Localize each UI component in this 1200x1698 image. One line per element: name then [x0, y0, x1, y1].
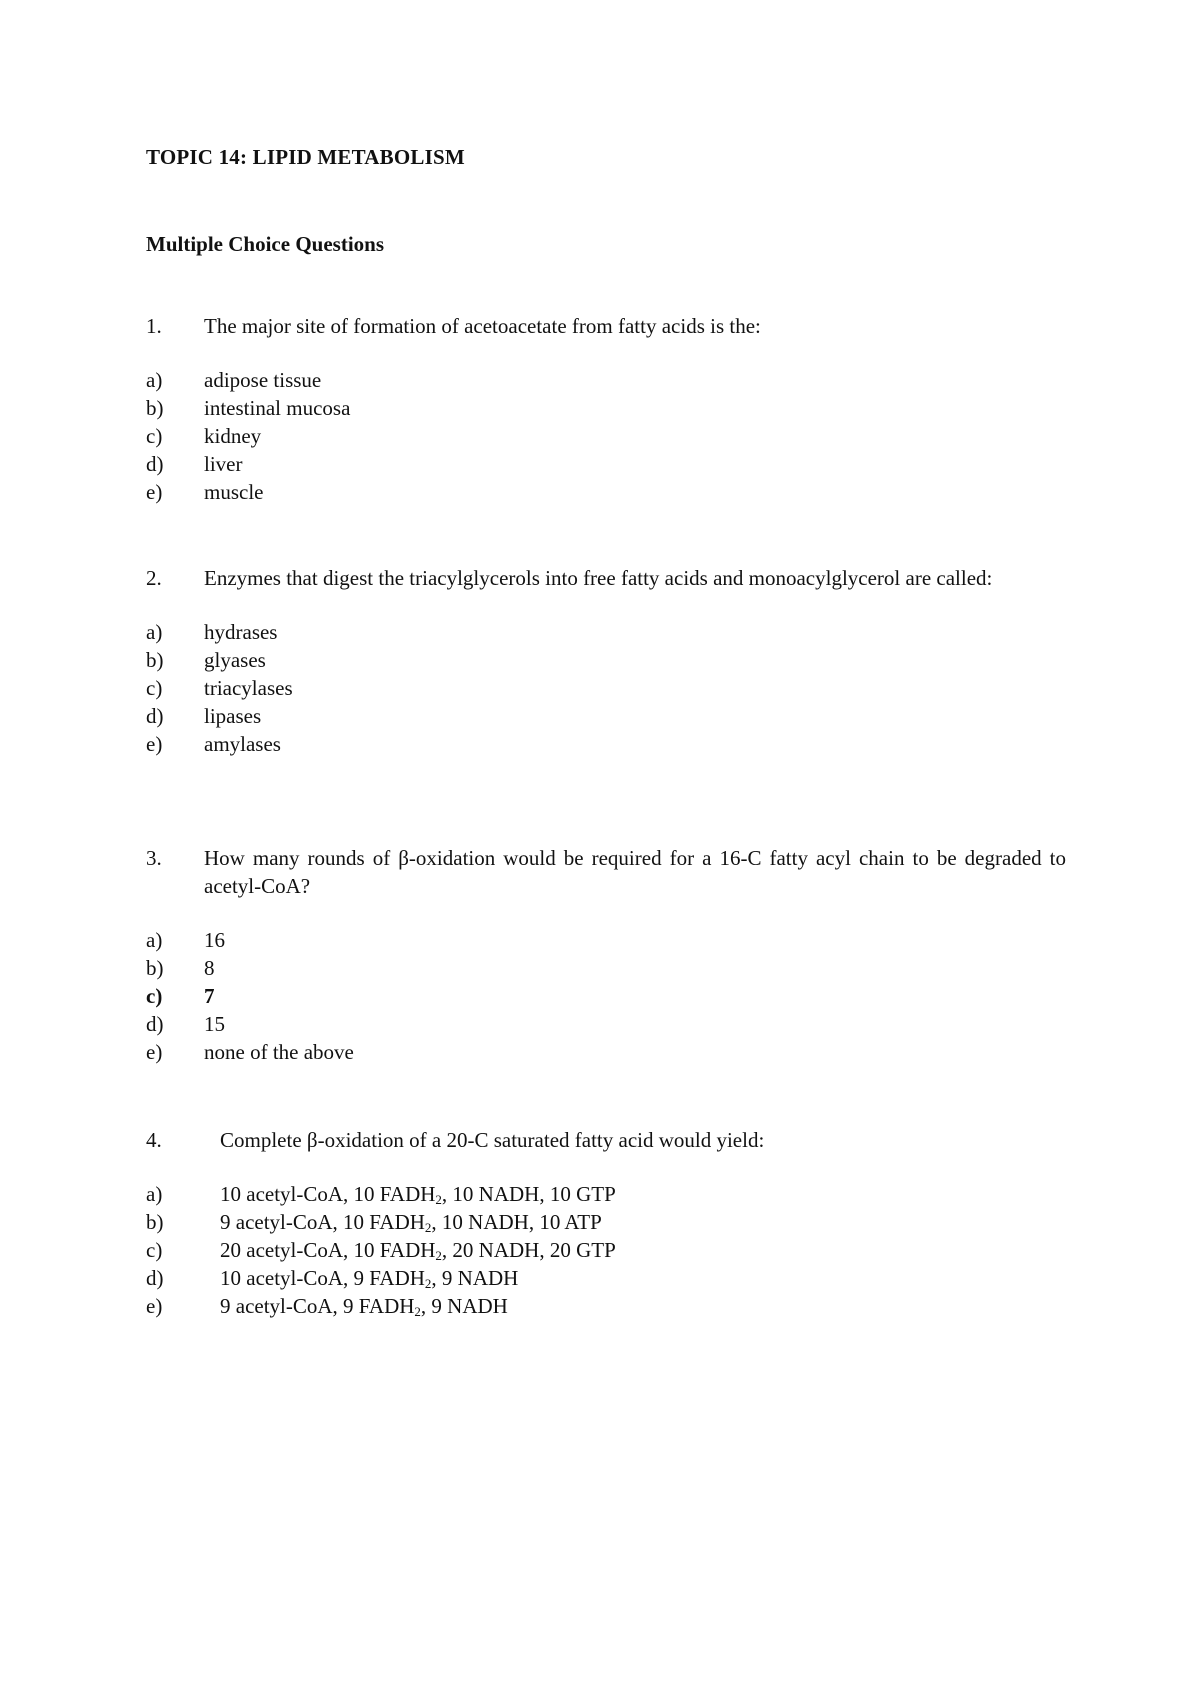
option-letter: e): [146, 480, 163, 504]
option-text: muscle: [204, 480, 264, 504]
question-number: 1.: [146, 314, 162, 338]
option-letter: e): [146, 732, 163, 756]
option-a: [146, 618, 1066, 646]
option-letter: c): [146, 984, 163, 1008]
option-text: kidney: [204, 424, 262, 448]
question-number: 4.: [146, 1128, 162, 1152]
option-letter: b): [146, 396, 164, 420]
option-text: 16: [204, 928, 225, 952]
section-heading: Multiple Choice Questions: [146, 232, 385, 256]
option-text: lipases: [204, 704, 262, 728]
option-text: 9 acetyl-CoA, 10 $FADH_2$, 10 NADH, 10 ATP: [220, 1210, 602, 1235]
question-text: Complete β-oxidation of a 20-C saturated fatty acid would yield:: [220, 1128, 765, 1152]
question-2: [146, 564, 1066, 758]
options-list: [146, 1180, 1066, 1320]
option-c: [146, 422, 1066, 450]
question-4: [146, 1126, 1066, 1320]
option-letter: d): [146, 1266, 164, 1290]
option-e: [146, 1292, 1066, 1320]
option-letter: c): [146, 676, 163, 700]
question-number: 3.: [146, 846, 162, 870]
option-d: [146, 1010, 1066, 1038]
options-list: [146, 926, 1066, 1066]
option-text: intestinal mucosa: [204, 396, 351, 420]
option-c-answer: [146, 982, 1066, 1010]
option-letter: d): [146, 452, 164, 476]
question-text: The major site of formation of acetoacetate from fatty acids is the:: [204, 314, 761, 338]
option-letter: a): [146, 1182, 163, 1206]
question-3: [146, 844, 1066, 1066]
option-text: glyases: [204, 648, 266, 672]
option-letter: c): [146, 424, 163, 448]
option-d: [146, 1264, 1066, 1292]
options-list: [146, 366, 1066, 506]
options-list: [146, 618, 1066, 758]
option-text: adipose tissue: [204, 368, 322, 392]
option-letter: c): [146, 1238, 163, 1262]
option-c: [146, 674, 1066, 702]
option-text: 7: [204, 984, 215, 1008]
option-text: 10 acetyl-CoA, 9 $FADH_2$, 9 NADH: [220, 1266, 519, 1291]
option-a: [146, 926, 1066, 954]
option-e: [146, 1038, 1066, 1066]
option-letter: a): [146, 620, 163, 644]
option-text: 9 acetyl-CoA, 9 $FADH_2$, 9 NADH: [220, 1294, 508, 1319]
option-letter: d): [146, 704, 164, 728]
option-d: [146, 702, 1066, 730]
option-b: [146, 954, 1066, 982]
option-letter: b): [146, 956, 164, 980]
option-letter: e): [146, 1040, 163, 1064]
option-text: hydrases: [204, 620, 278, 644]
option-c: [146, 1236, 1066, 1264]
option-letter: b): [146, 648, 164, 672]
option-b: [146, 646, 1066, 674]
question-number: 2.: [146, 566, 162, 590]
option-text: 8: [204, 956, 215, 980]
option-b: [146, 1208, 1066, 1236]
option-a: [146, 1180, 1066, 1208]
option-text: 20 acetyl-CoA, 10 $FADH_2$, 20 NADH, 20 GTP: [220, 1238, 616, 1263]
option-text: none of the above: [204, 1040, 354, 1064]
option-text: 15: [204, 1012, 225, 1036]
option-letter: b): [146, 1210, 164, 1234]
option-letter: e): [146, 1294, 163, 1318]
option-text: triacylases: [204, 676, 293, 700]
option-letter: a): [146, 928, 163, 952]
option-letter: a): [146, 368, 163, 392]
option-text: liver: [204, 452, 243, 476]
option-b: [146, 394, 1066, 422]
option-text: 10 acetyl-CoA, 10 $FADH_2$, 10 NADH, 10 GTP: [220, 1182, 616, 1207]
page-title: TOPIC 14: LIPID METABOLISM: [146, 145, 465, 169]
option-text: amylases: [204, 732, 281, 756]
question-1: [146, 312, 1066, 506]
question-text: How many rounds of β-oxidation would be required for a 16-C fatty acyl chain to be degraded to acetyl-CoA?: [204, 846, 1066, 898]
question-text: Enzymes that digest the triacylglycerols into free fatty acids and monoacylglycerol are called:: [204, 566, 993, 590]
option-letter: d): [146, 1012, 164, 1036]
option-e: [146, 478, 1066, 506]
option-d: [146, 450, 1066, 478]
option-a: [146, 366, 1066, 394]
option-e: [146, 730, 1066, 758]
